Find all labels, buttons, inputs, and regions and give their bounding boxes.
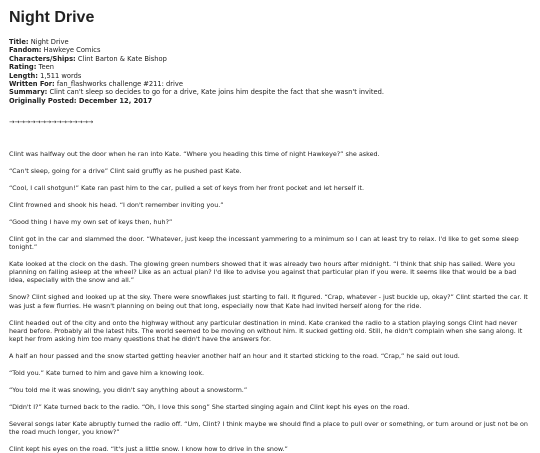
meta-characters xyxy=(9,55,533,63)
story-body xyxy=(9,150,533,453)
story-paragraph: Clint got in the car and slammed the door. “Whatever, just keep the incessant yammering to a minimum so I can at least try to relax. I'd like to get some sleep tonight.” xyxy=(9,234,519,251)
meta-posted: Originally Posted: December 12, 2017 xyxy=(9,96,153,105)
story-paragraph: “Didn't I?” Kate turned back to the radio. “Oh, I love this song” She started singing again and Clint kept his eyes on the road. xyxy=(9,402,410,411)
story-paragraph: Clint was halfway out the door when he ran into Kate. “Where you heading this time of night Hawkeye?” she asked. xyxy=(9,150,380,159)
story-paragraph: “Can't sleep, going for a drive” Clint said gruffly as he pushed past Kate. xyxy=(9,167,242,176)
meta-label: Title: xyxy=(9,38,29,46)
meta-written-for xyxy=(9,80,533,88)
story-paragraph: “Cool, I call shotgun!” Kate ran past him to the car, pulled a set of keys from her front pocket and let herself it. xyxy=(9,184,364,193)
story-paragraph: Clint kept his eyes on the road. “It's just a little snow. I know how to drive in the snow.” xyxy=(9,444,288,453)
meta-length xyxy=(9,72,533,80)
story-paragraph: Clint frowned and shook his head. “I don't remember inviting you.” xyxy=(9,200,224,209)
arrow-divider: →→→→→→→→→→→→→→→→ xyxy=(9,118,93,127)
story-paragraph: Kate looked at the clock on the dash. The glowing green numbers showed that it was already two hours after midnight. “I think that ship has sailed. Were you planning on falling asleep at the wheel? Like as an actual plan? I'd like to advise you against that particular plan if you were. It seems like that would be a bad idea, especially with the snow and all.” xyxy=(9,259,517,285)
meta-label: Fandom: xyxy=(9,46,42,55)
meta-label: Rating: xyxy=(9,63,37,72)
meta-value: Clint Barton & Kate Bishop xyxy=(77,54,167,63)
meta-summary xyxy=(9,88,533,96)
page-title: Night Drive xyxy=(9,9,95,26)
story-paragraph: Clint headed out of the city and onto the highway without any particular destination in mind. Kate cranked the radio to a station playing songs Clint had never heard before. Probably all the latest hits. The world seemed to be moving on without him. It sucked getting old. Still, he didn't complain when she sang along. It kept her from asking him too many questions that he didn't have the answers for. xyxy=(9,318,523,344)
meta-value: Night Drive xyxy=(30,38,69,46)
story-paragraph: A half an hour passed and the snow started getting heavier another half an hour and it started sticking to the road. “Crap,” he said out loud. xyxy=(9,352,460,361)
meta-label: Length: xyxy=(9,71,38,80)
meta-value: Teen xyxy=(38,63,54,72)
meta-label: Written For: xyxy=(9,80,55,89)
meta-fandom xyxy=(9,46,533,54)
meta-title xyxy=(9,38,533,46)
meta-value: fan_flashworks challenge #211: drive xyxy=(56,80,183,89)
story-paragraph: Several songs later Kate abruptly turned the radio off. “Um, Clint? I think maybe we should find a place to pull over or something, or turn around or just not be on the road much longer, you know?” xyxy=(9,419,528,436)
story-paragraph: Snow? Clint sighed and looked up at the sky. There were snowflakes just starting to fall. It figured. “Crap, whatever - just buckle up, okay?” Clint started the car. It was just a few flurries. He wasn't planning on being out that long, especially now that Kate had invited herself along for the ride. xyxy=(9,293,528,310)
story-paragraph: “Told you.” Kate turned to him and gave him a knowing look. xyxy=(9,368,205,377)
meta-value: Hawkeye Comics xyxy=(43,46,101,55)
meta-value: Clint can't sleep so decides to go for a drive, Kate joins him despite the fact that she wasn't invited. xyxy=(49,88,384,97)
story-metadata xyxy=(9,38,533,105)
meta-label: Summary: xyxy=(9,88,48,97)
meta-value: 1,511 words xyxy=(40,71,82,80)
meta-rating xyxy=(9,63,533,71)
story-paragraph: “You told me it was snowing, you didn't say anything about a snowstorm.” xyxy=(9,385,248,394)
story-paragraph: “Good thing I have my own set of keys then, huh?” xyxy=(9,217,173,226)
meta-label: Characters/Ships: xyxy=(9,54,76,63)
